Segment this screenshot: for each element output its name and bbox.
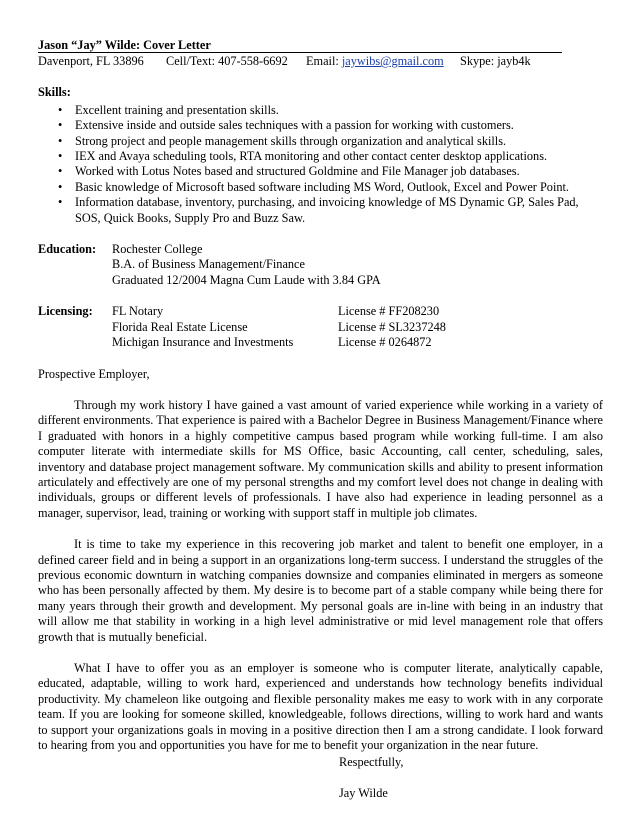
licensing-heading: Licensing:: [38, 304, 93, 319]
bullet-icon: •: [58, 195, 63, 210]
skill-text: Extensive inside and outside sales techniques with a passion for working with customers.: [75, 118, 514, 133]
document-title: Jason “Jay” Wilde: Cover Letter: [38, 38, 562, 53]
list-item: [38, 195, 603, 226]
license-row: [112, 320, 603, 335]
skill-text: IEX and Avaya scheduling tools, RTA monitoring and other contact center desktop applications.: [75, 149, 548, 164]
license-number: License # 0264872: [338, 335, 432, 350]
skype-text: Skype: jayb4k: [460, 54, 531, 68]
license-number: License # SL3237248: [338, 319, 446, 334]
email-block: [306, 54, 460, 69]
location-text: Davenport, FL 33896: [38, 54, 144, 68]
valediction: Respectfully,: [339, 755, 404, 770]
email-link[interactable]: jaywibs@gmail.com: [341, 54, 444, 68]
education-degree: B.A. of Business Management/Finance: [112, 257, 305, 272]
signature-name: Jay Wilde: [339, 785, 388, 800]
skill-text: Worked with Lotus Notes based and structured Goldmine and File Manager job databases.: [75, 164, 520, 179]
skill-text: Excellent training and presentation skills.: [75, 102, 279, 117]
license-name: Michigan Insurance and Investments: [112, 335, 294, 350]
bullet-icon: •: [58, 149, 63, 164]
bullet-icon: •: [58, 179, 63, 194]
license-name: FL Notary: [112, 304, 164, 319]
cover-letter-page: [38, 38, 603, 801]
letter-paragraph-1: Through my work history I have gained a vast amount of varied experience while working in a variety of different environments. That experience is paired with a Bachelor Degree in Business Management/Finance where I graduated with honors in a highly competitive campus based program while working full-time. I am also computer literate with intermediate skills for MS Office, basic Accounting, call center, scheduling, sales, inventory and database project management software. My communication skills and ability to present information articulately and effectively are one of my personal strengths and my comfort level does not change in dealing with individuals, groups or different levels of professionals. I have also had experience in leading personnel as a manager, supervisor, lead, training or working with support staff in multiple job climates.: [38, 397, 603, 520]
email-label: Email:: [306, 54, 339, 68]
license-name: Florida Real Estate License: [112, 319, 248, 334]
skills-list: [38, 103, 603, 226]
license-number: License # FF208230: [338, 304, 440, 319]
license-row: [112, 335, 603, 350]
salutation: Prospective Employer,: [38, 366, 150, 381]
bullet-icon: •: [58, 164, 63, 179]
skill-text: Information database, inventory, purchasing, and invoicing knowledge of MS Dynamic GP, Sales Pad, SOS, Quick Books, Supply Pro and Buzz Saw.: [75, 195, 579, 225]
bullet-icon: •: [58, 133, 63, 148]
bullet-icon: •: [58, 102, 63, 117]
list-item: [38, 180, 603, 195]
list-item: [38, 149, 603, 164]
list-item: [38, 164, 603, 179]
list-item: [38, 134, 603, 149]
list-item: [38, 103, 603, 118]
education-section: [38, 242, 603, 288]
licensing-section: [38, 304, 603, 350]
education-heading: Education:: [38, 242, 97, 257]
letter-paragraph-3: What I have to offer you as an employer is someone who is computer literate, analytically capable, educated, adaptable, willing to work hard, experienced and understands how technology benefits individual productivity. My chameleon like outgoing and flexible personality makes me easy to work with in any corporate team. If you are looking for someone skilled, knowledgeable, follows directions, willing to work hard and wants to support your organizations goals in moving in a positive direction then I am a strong candidate. I look forward to hearing from you and opportunities you have for me to benefit your organization in the near future.: [38, 661, 603, 753]
education-school: Rochester College: [112, 242, 203, 257]
contact-line: [38, 54, 603, 69]
skills-heading: Skills:: [38, 85, 71, 100]
education-graduation: Graduated 12/2004 Magna Cum Laude with 3.84 GPA: [112, 272, 381, 287]
skill-text: Strong project and people management skills through organization and analytical skills.: [75, 133, 507, 148]
skill-text: Basic knowledge of Microsoft based software including MS Word, Outlook, Excel and Power Point.: [75, 179, 569, 194]
license-row: [112, 304, 603, 319]
bullet-icon: •: [58, 118, 63, 133]
letter-paragraph-2: It is time to take my experience in this recovering job market and talent to benefit one employer, in a defined career field and in being a support in an organizations long-term success. I understand the struggles of the previous economic downturn in watching companies downsize and companies eliminated in mergers as someone who has been personally affected by them. My desire is to become part of a stable company while being there for many years through their growth and development. My personal goals are in-line with being in an industry that will allow me that stability in working in a high level administrative or mid level management role that offers growth that is mutually beneficial.: [38, 537, 603, 644]
list-item: [38, 118, 603, 133]
phone-text: Cell/Text: 407-558-6692: [166, 54, 288, 68]
closing-block: [339, 755, 603, 801]
